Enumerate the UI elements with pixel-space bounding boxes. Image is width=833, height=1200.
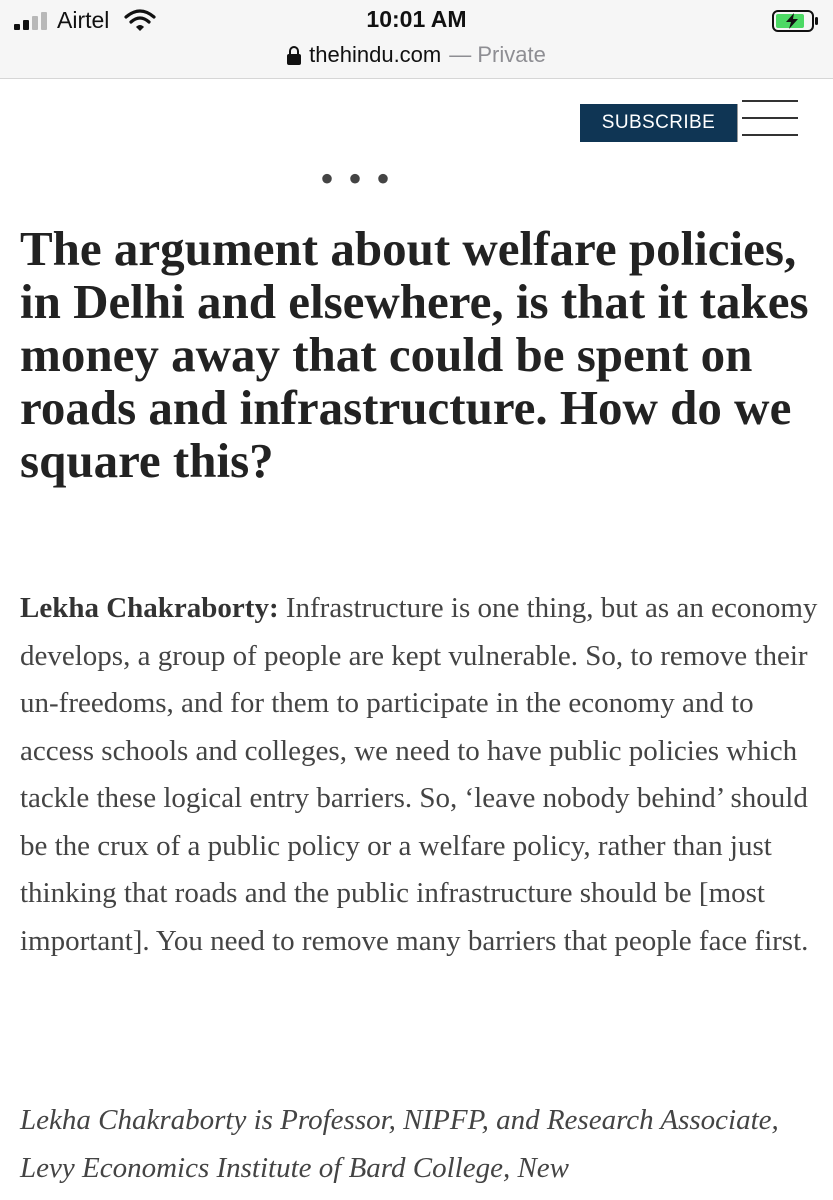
menu-line: [742, 100, 798, 102]
carrier-name: Airtel: [57, 7, 110, 33]
header-divider: [737, 104, 738, 142]
interview-answer: [20, 585, 820, 965]
private-label: — Private: [449, 42, 546, 67]
interview-question: The argument about welfare policies, in Delhi and elsewhere, is that it takes money away that could be spent on roads and infrastructure. How do we square this?: [20, 221, 809, 488]
hamburger-menu-icon[interactable]: [742, 100, 798, 136]
menu-line: [742, 134, 798, 136]
url-domain: thehindu.com: [309, 42, 442, 67]
subscribe-button[interactable]: SUBSCRIBE: [580, 104, 737, 142]
clipped-text-fragment: • • •: [320, 156, 393, 201]
answer-speaker: Lekha Chakraborty:: [20, 592, 279, 624]
lock-icon: [287, 45, 301, 65]
status-bar: [0, 0, 833, 40]
menu-line: [742, 117, 798, 119]
battery-charging-icon: [772, 9, 820, 33]
address-bar[interactable]: [0, 40, 833, 79]
author-bio: Lekha Chakraborty is Professor, NIPFP, and Research Associate, Levy Economics Institute of Bard College, New: [20, 1104, 779, 1184]
answer-text: Infrastructure is one thing, but as an economy develops, a group of people are kept vulnerable. So, to remove their un-freedoms, and for them to participate in the economy and to access schools and colleges, we need to have public policies which tackle these logical entry barriers. So, ‘leave nobody behind’ should be the crux of a public policy or a welfare policy, rather than just thinking that roads and the public infrastructure should be [most important]. You need to remove many barriers that people face first.: [20, 592, 818, 957]
status-time: 10:01 AM: [366, 6, 467, 32]
